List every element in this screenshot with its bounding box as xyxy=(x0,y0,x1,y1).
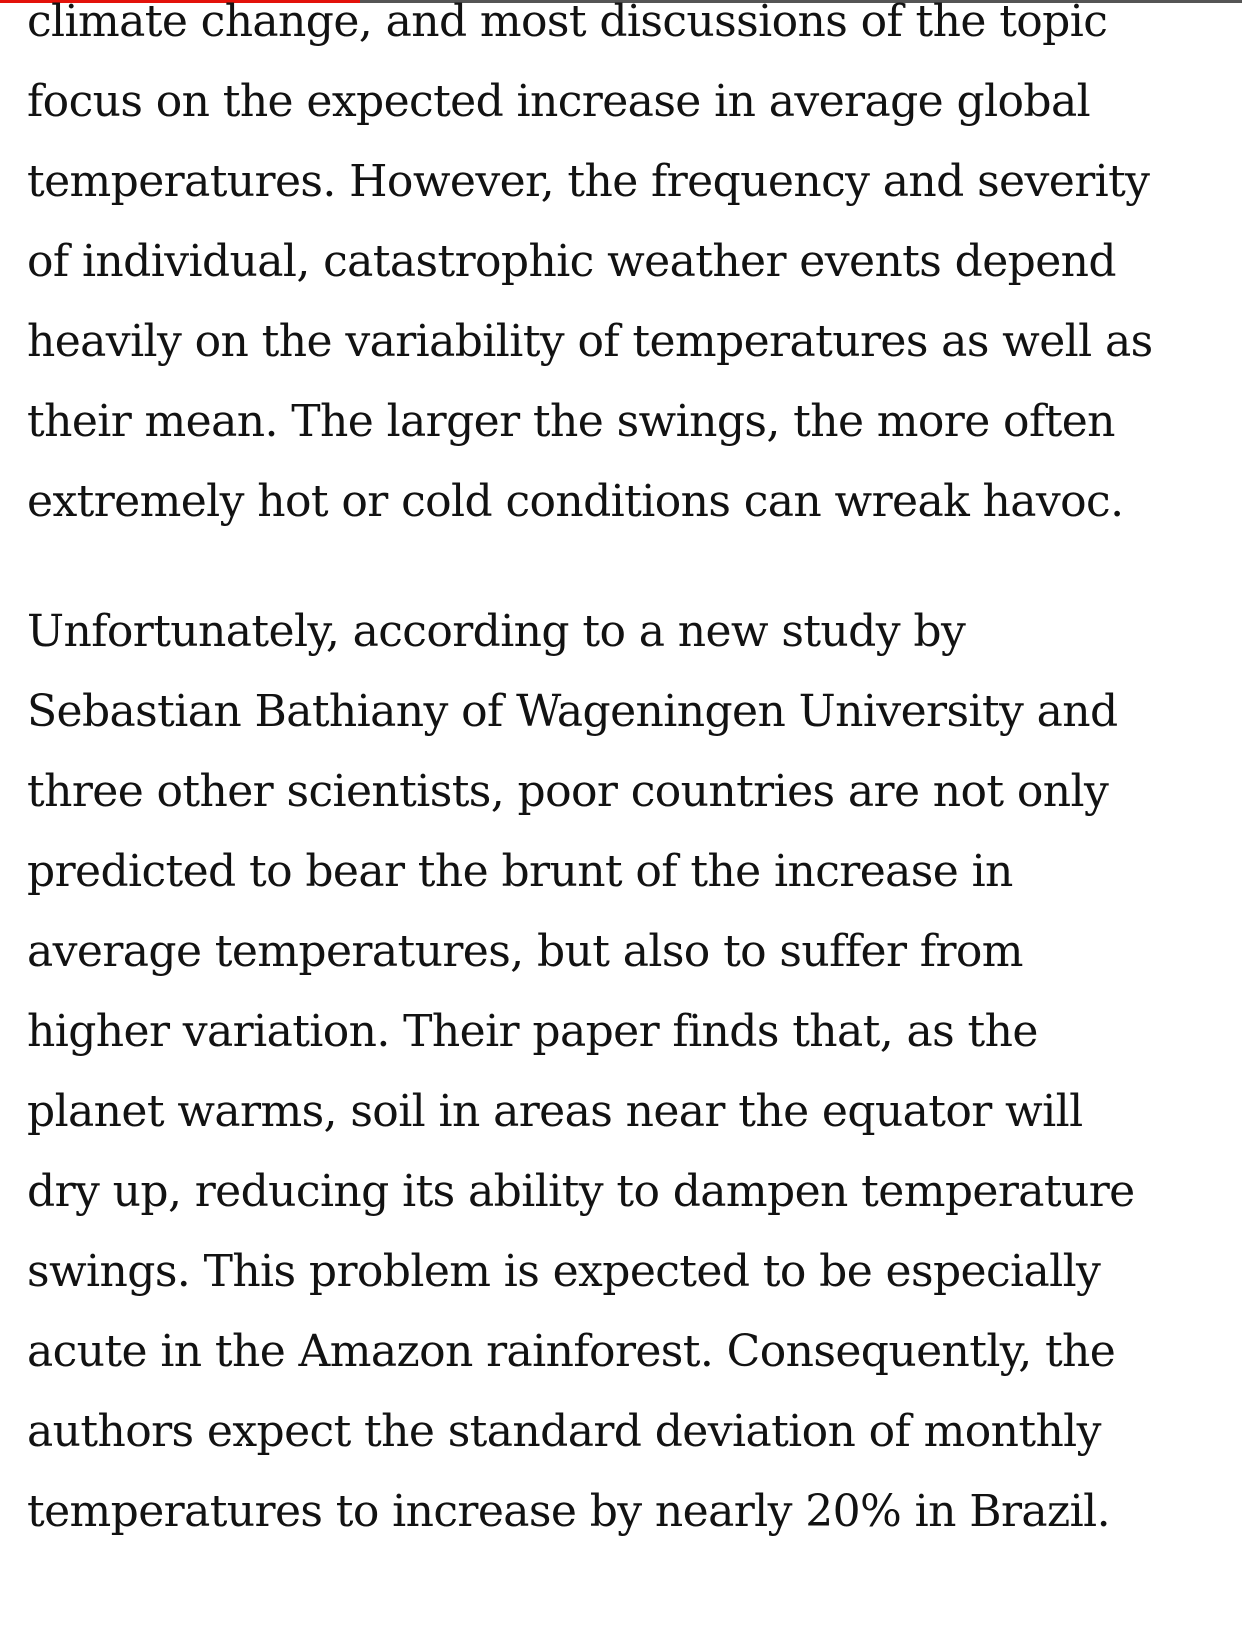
paragraph-line: heavily on the variability of temperatures as well as xyxy=(27,316,1153,367)
paragraph-line: temperatures. However, the frequency and severity xyxy=(27,156,1150,207)
article-paragraph xyxy=(27,0,1227,542)
paragraph-line: their mean. The larger the swings, the more often xyxy=(27,396,1115,447)
paragraph-line: climate change, and most discussions of the topic xyxy=(27,0,1108,47)
paragraph-line: Unfortunately, according to a new study by xyxy=(27,606,966,657)
paragraph-line: dry up, reducing its ability to dampen temperature xyxy=(27,1166,1135,1217)
paragraph-line: authors expect the standard deviation of monthly xyxy=(27,1406,1101,1457)
paragraph-line: three other scientists, poor countries are not only xyxy=(27,766,1109,817)
paragraph-line: average temperatures, but also to suffer from xyxy=(27,926,1023,977)
paragraph-spacer xyxy=(27,542,1227,592)
paragraph-line: temperatures to increase by nearly 20% in Brazil. xyxy=(27,1486,1110,1537)
paragraph-line: Sebastian Bathiany of Wageningen University and xyxy=(27,686,1118,737)
paragraph-line: focus on the expected increase in average global xyxy=(27,76,1091,127)
article-body xyxy=(27,0,1227,1552)
paragraph-line: extremely hot or cold conditions can wreak havoc. xyxy=(27,476,1124,527)
paragraph-line: higher variation. Their paper finds that, as the xyxy=(27,1006,1038,1057)
paragraph-line: planet warms, soil in areas near the equator will xyxy=(27,1086,1083,1137)
paragraph-line: of individual, catastrophic weather events depend xyxy=(27,236,1116,287)
paragraph-line: swings. This problem is expected to be especially xyxy=(27,1246,1101,1297)
article-paragraph xyxy=(27,592,1227,1552)
paragraph-line: predicted to bear the brunt of the increase in xyxy=(27,846,1013,897)
paragraph-line: acute in the Amazon rainforest. Consequently, the xyxy=(27,1326,1116,1377)
